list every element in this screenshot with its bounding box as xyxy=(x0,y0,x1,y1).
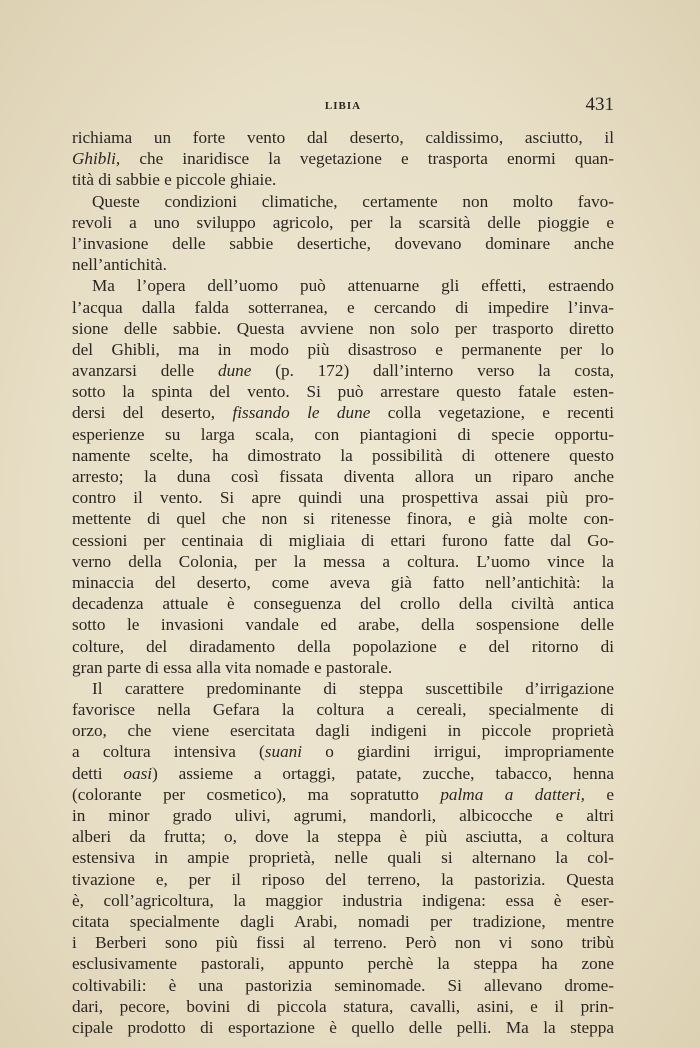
text-line xyxy=(72,148,614,169)
italic-text: suani xyxy=(264,742,303,762)
text-line xyxy=(72,911,614,932)
running-title: LIBIA xyxy=(324,100,362,112)
text-line xyxy=(72,657,614,678)
text-segment: l’acqua dalla falda sotterranea, e cercando di impedire l’inva- xyxy=(72,297,614,317)
text-segment: alberi da frutta; o, dove la steppa è più asciutta, a coltura xyxy=(72,827,614,847)
text-segment: mettente di quel che non si ritenesse finora, e già molte con- xyxy=(72,509,614,529)
text-segment: detti xyxy=(72,763,124,783)
text-line xyxy=(72,381,614,402)
text-segment: nell’antichità. xyxy=(72,255,167,275)
text-segment: sotto la spinta del vento. Si può arrestare questo fatale esten- xyxy=(72,382,614,402)
text-segment: revoli a uno sviluppo agricolo, per la scarsità delle pioggie e xyxy=(72,212,614,232)
text-segment: colla vegetazione, e recenti xyxy=(370,403,614,423)
page-header xyxy=(72,94,614,116)
text-segment: colture, del diradamento della popolazione e del ritorno di xyxy=(72,636,614,656)
text-line xyxy=(72,233,614,254)
text-line xyxy=(72,169,614,190)
text-line xyxy=(72,254,614,275)
italic-text: fissando le dune xyxy=(232,403,371,423)
text-segment: namente scelte, ha dimostrato la possibilità di ottenere questo xyxy=(72,445,614,465)
text-segment: del Ghibli, ma in modo più disastroso e permanente per lo xyxy=(72,339,614,359)
text-line xyxy=(72,614,614,635)
text-line xyxy=(72,487,614,508)
text-segment: che inaridisce la vegetazione e trasporta enormi quan- xyxy=(120,149,614,169)
text-line xyxy=(72,297,614,318)
text-segment: minaccia del deserto, come aveva già fatto nell’antichità: la xyxy=(72,572,614,592)
text-segment: richiama un forte vento dal deserto, caldissimo, asciutto, il xyxy=(72,128,614,147)
text-line xyxy=(72,763,614,784)
text-line xyxy=(72,847,614,868)
text-segment: dersi del deserto, xyxy=(72,403,233,423)
text-segment: verno della Colonia, per la messa a coltura. L’uomo vince la xyxy=(72,551,614,571)
text-segment: gran parte di essa alla vita nomade e pastorale. xyxy=(72,657,393,677)
text-segment: è, coll’agricoltura, la maggior industria indigena: essa è eser- xyxy=(72,890,614,910)
text-line xyxy=(72,275,614,296)
text-segment: decadenza attuale è conseguenza del crollo della civiltà antica xyxy=(72,594,614,614)
text-line xyxy=(72,996,614,1017)
text-segment: sotto le invasioni vandale ed arabe, della sospensione delle xyxy=(72,615,614,635)
text-line xyxy=(72,932,614,953)
text-line xyxy=(72,699,614,720)
text-line xyxy=(72,360,614,381)
text-segment: favorisce nella Gefara la coltura a cereali, specialmente di xyxy=(72,700,614,720)
text-line xyxy=(72,466,614,487)
text-line xyxy=(72,339,614,360)
text-line xyxy=(72,720,614,741)
text-segment: e xyxy=(584,784,614,804)
text-segment: ) assieme a ortaggi, patate, zucche, tabacco, henna xyxy=(152,763,614,783)
italic-text: oasi xyxy=(123,763,153,783)
text-line xyxy=(72,551,614,572)
text-line xyxy=(72,508,614,529)
text-line xyxy=(72,869,614,890)
text-segment: esperienze su larga scala, con piantagioni di specie opportu- xyxy=(72,424,614,444)
text-line xyxy=(72,318,614,339)
text-line xyxy=(72,530,614,551)
text-line xyxy=(72,445,614,466)
text-segment: esclusivamente pastorali, appunto perchè la steppa ha zone xyxy=(72,954,614,974)
text-segment: estensiva in ampie proprietà, nelle quali si alternano la col- xyxy=(72,848,614,868)
text-segment: l’invasione delle sabbie desertiche, dovevano dominare anche xyxy=(72,233,614,253)
text-line xyxy=(72,636,614,657)
text-segment: in minor grado ulivi, agrumi, mandorli, albicocche e altri xyxy=(72,806,614,825)
text-segment: dari, pecore, bovini di piccola statura, cavalli, asini, e il prin- xyxy=(72,996,614,1016)
text-segment: tità di sabbie e piccole ghiaie. xyxy=(72,170,277,190)
text-segment: (colorante per cosmetico), ma sopratutto xyxy=(72,784,441,804)
text-line xyxy=(72,826,614,847)
text-line xyxy=(72,593,614,614)
text-line xyxy=(72,424,614,445)
text-segment: (p. 172) dall’interno verso la costa, xyxy=(251,361,615,381)
text-line xyxy=(72,741,614,762)
body-text xyxy=(72,127,614,1038)
text-line xyxy=(72,890,614,911)
italic-text: Ghibli, xyxy=(72,149,121,169)
page-number: 431 xyxy=(585,94,614,115)
italic-text: palma a datteri, xyxy=(440,784,585,804)
text-segment: Queste condizioni climatiche, certamente non molto favo- xyxy=(92,191,614,211)
italic-text: dune xyxy=(217,361,252,381)
text-segment: i Berberi sono più fissi al terreno. Però non vi sono tribù xyxy=(72,933,614,953)
text-segment: arresto; la duna così fissata diventa allora un riparo anche xyxy=(72,467,614,486)
text-line xyxy=(72,975,614,996)
text-line xyxy=(72,212,614,233)
text-segment: cipale prodotto di esportazione è quello delle pelli. Ma la steppa xyxy=(72,1017,614,1037)
text-line xyxy=(72,784,614,805)
text-line xyxy=(72,953,614,974)
text-segment: orzo, che viene esercitata dagli indigeni in piccole proprietà xyxy=(72,721,614,741)
text-segment: sione delle sabbie. Questa avviene non solo per trasporto diretto xyxy=(72,318,614,338)
text-segment: avanzarsi delle xyxy=(72,361,218,381)
text-segment: coltivabili: è una pastorizia seminomade. Si allevano drome- xyxy=(72,975,614,995)
text-segment: citata specialmente dagli Arabi, nomadi per tradizione, mentre xyxy=(72,911,614,931)
text-segment: o giardini irrigui, impropriamente xyxy=(302,742,614,762)
text-line xyxy=(72,191,614,212)
text-segment: tivazione e, per il riposo del terreno, la pastorizia. Questa xyxy=(72,869,614,889)
text-line xyxy=(72,127,614,148)
text-segment: contro il vento. Si apre quindi una prospettiva assai più pro- xyxy=(72,488,614,508)
text-line xyxy=(72,805,614,826)
text-segment: Il carattere predominante di steppa suscettibile d’irrigazione xyxy=(92,678,614,698)
text-line xyxy=(72,572,614,593)
text-line xyxy=(72,678,614,699)
text-segment: Ma l’opera dell’uomo può attenuarne gli effetti, estraendo xyxy=(92,276,614,296)
text-line xyxy=(72,1017,614,1038)
text-line xyxy=(72,402,614,423)
text-segment: cessioni per centinaia di migliaia di ettari furono fatte dal Go- xyxy=(72,530,614,550)
text-segment: a coltura intensiva ( xyxy=(72,742,265,762)
